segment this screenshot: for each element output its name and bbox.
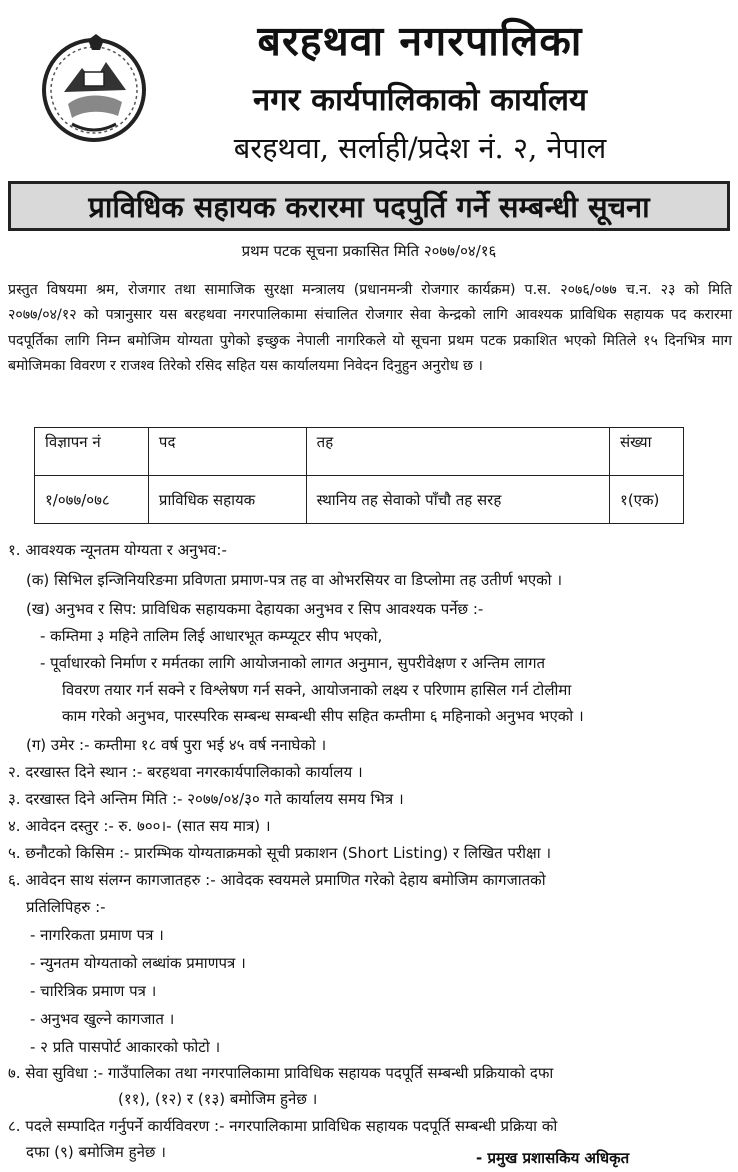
signatory: - प्रमुख प्रशासकिय अधिकृत — [476, 1149, 630, 1167]
section-1-heading: १. आवश्यक न्यूनतम योग्यता र अनुभव:- — [8, 541, 227, 559]
section-2: २. दरखास्त दिने स्थान :- बरहथवा नगरकार्यपालिकाको कार्यालय । — [8, 763, 363, 781]
table-cell: १/०७७/०७८ — [35, 476, 149, 524]
municipality-name: बरहथवा नगरपालिका — [257, 17, 583, 65]
qualification-item-ka: (क) सिभिल इन्जिनियरिङमा प्रविणता प्रमाण-पत्र तह वा ओभरसियर वा डिप्लोमा तह उतीर्ण भएको । — [26, 571, 563, 589]
section-7-continued: (११), (१२) र (१३) बमोजिम हुनेछ । — [118, 1090, 318, 1108]
section-6: ६. आवेदन साथ संलग्न कागजातहरु :- आवेदक स्वयमले प्रमाणित गरेको देहाय बमोजिम कागजातको — [8, 871, 546, 889]
table-header-row — [35, 428, 684, 476]
table-cell: प्राविधिक सहायक — [148, 476, 306, 524]
section-4: ४. आवेदन दस्तुर :- रु. ७००।- (सात सय मात्र) । — [8, 817, 271, 835]
notice-title-banner — [8, 181, 730, 231]
notice-title: प्राविधिक सहायक करारमा पदपुर्ति गर्ने सम्बन्धी सूचना — [88, 189, 650, 224]
document-item: - न्युनतम योग्यताको लब्धांक प्रमाणपत्र । — [30, 954, 246, 972]
document-item: - अनुभव खुल्ने कागजात । — [30, 1010, 175, 1028]
section-6-continued: प्रतिलिपिहरु :- — [26, 898, 106, 916]
table-cell: १(एक) — [610, 476, 684, 524]
section-5: ५. छनौटको किसिम :- प्रारम्भिक योग्यताक्रमको सूची प्रकाशन (Short Listing) र लिखित परीक्षा । — [8, 844, 552, 862]
table-header-cell: तह — [306, 428, 609, 476]
section-8-continued: दफा (९) बमोजिम हुनेछ । — [26, 1143, 166, 1161]
skill-item: - कम्तिमा ३ महिने तालिम लिई आधारभूत कम्प्यूटर सीप भएको, — [40, 627, 383, 645]
table-header-cell: संख्या — [610, 428, 684, 476]
skill-item-continued: विवरण तयार गर्न सक्ने र विश्लेषण गर्न सक्ने, आयोजनाको लक्ष्य र परिणाम हासिल गर्न टोलीमा — [62, 681, 572, 699]
table-row — [35, 476, 684, 524]
document-item: - २ प्रति पासपोर्ट आकारको फोटो । — [30, 1038, 221, 1056]
vacancy-table — [34, 427, 684, 524]
document-item: - नागरिकता प्रमाण पत्र । — [30, 926, 164, 944]
skill-item: - पूर्वाधारको निर्माण र मर्मतका लागि आयोजनाको लागत अनुमान, सुपरीवेक्षण र अन्तिम लागत — [40, 654, 546, 672]
table-header-cell: पद — [148, 428, 306, 476]
qualification-item-ga: (ग) उमेर :- कम्तीमा १८ वर्ष पुरा भई ४५ वर्ष ननाघेको । — [26, 736, 327, 754]
document-item: - चारित्रिक प्रमाण पत्र । — [30, 982, 157, 1000]
qualification-item-kha: (ख) अनुभव र सिप: प्राविधिक सहायकमा देहायका अनुभव र सिप आवश्यक पर्नेछ :- — [26, 600, 484, 618]
nepal-emblem-icon — [38, 32, 150, 144]
table-cell: स्थानिय तह सेवाको पाँचौ तह सरह — [306, 476, 609, 524]
table-header-cell: विज्ञापन नं — [35, 428, 149, 476]
office-address: बरहथवा, सर्लाही/प्रदेश नं. २, नेपाल — [233, 131, 607, 165]
office-name: नगर कार्यपालिकाको कार्यालय — [253, 82, 587, 118]
section-3: ३. दरखास्त दिने अन्तिम मिति :- २०७७/०४/३० गते कार्यालय समय भित्र । — [8, 790, 404, 808]
publish-date: प्रथम पटक सूचना प्रकासित मिति २०७७/०४/१६ — [241, 242, 497, 260]
section-7: ७. सेवा सुविधा :- गाउँपालिका तथा नगरपालिकामा प्राविधिक सहायक पदपूर्ति सम्बन्धी प्रक्रियाको दफा — [8, 1064, 554, 1082]
section-8: ८. पदले सम्पादित गर्नुपर्ने कार्यविवरण :- नगरपालिकामा प्राविधिक सहायक पदपूर्ति सम्बन्धी प्रक्रिया को — [8, 1117, 558, 1135]
intro-paragraph: प्रस्तुत विषयमा श्रम, रोजगार तथा सामाजिक सुरक्षा मन्त्रालय (प्रधानमन्त्री रोजगार कार्यक्रम) प.स. २०७६/०७७ च.न. २३ को मिति २०७७/०४/१२ को पत्रानुसार यस बरहथवा नगरपालिकामा संचालित रोजगार सेवा केन्द्रको लागि आवश्यक प्राविधिक सहायक पद करारमा पदपूर्तिका लागि निम्न बमोजिम योग्यता पुगेको इच्छुक नेपाली नागरिकले यो सूचना प्रथम पटक प्रकाशित भएको मितिले १५ दिनभित्र माग बमोजिमका विवरण र राजश्व तिरेको रसिद सहित यस कार्यालयमा निवेदन दिनुहुन अनुरोध छ । — [8, 282, 732, 375]
skill-item-continued: काम गरेको अनुभव, पारस्परिक सम्बन्ध सम्बन्धी सीप सहित कम्तीमा ६ महिनाको अनुभव भएको । — [62, 707, 584, 725]
